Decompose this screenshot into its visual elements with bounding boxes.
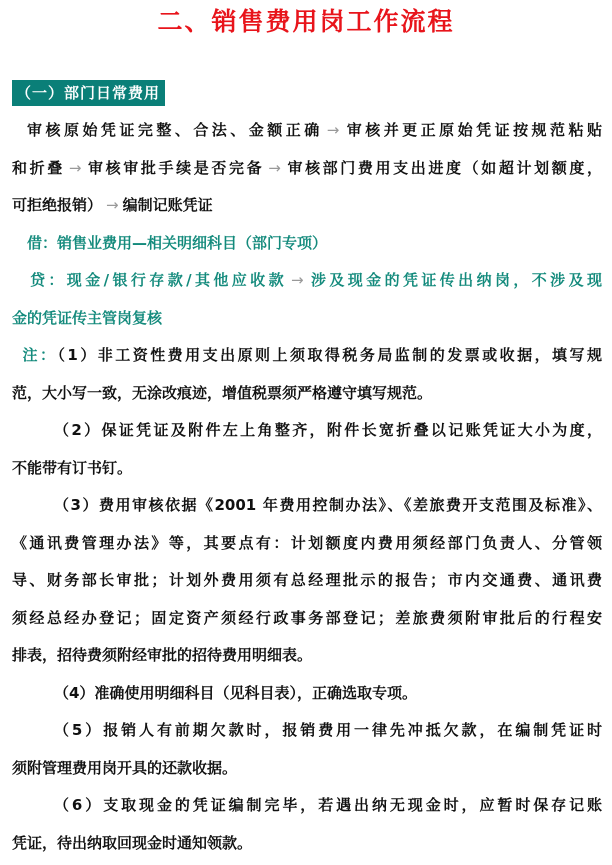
text-line: [12, 382, 602, 404]
text-segment: 须附管理费用岗开具的还款收据。: [12, 758, 238, 777]
text-segment: 审核并更正原始凭证按规范粘贴: [343, 121, 602, 139]
arrow-icon: →: [290, 271, 304, 289]
text-line: [30, 269, 602, 291]
text-segment: 凭证，待出纳取回现金时通知领款。: [12, 833, 253, 852]
text-segment: 导、财务部长审批；计划外费用须有总经理批示的报告；市内交通费、通讯费: [12, 571, 602, 589]
text-segment: 贷：现金/银行存款/其他应收款: [30, 271, 287, 289]
text-segment: 借：销售业费用—相关明细科目（部门专项）: [27, 233, 328, 252]
text-segment: 须经总经办登记；固定资产须经行政事务部登记；差旅费须附审批后的行程安: [12, 608, 602, 627]
text-segment: 范，大小写一致，无涂改痕迹，增值税票须严格遵守填写规范。: [12, 383, 433, 402]
arrow-icon: →: [68, 158, 82, 177]
arrow-icon: →: [326, 121, 340, 139]
arrow-icon: →: [106, 196, 119, 214]
text-line: [12, 569, 602, 591]
text-segment: 排表，招待费须附经审批的招待费用明细表。: [12, 646, 313, 664]
text-line: [54, 719, 602, 741]
text-line: [12, 757, 602, 779]
text-line: [12, 644, 602, 666]
section-heading: （一）部门日常费用: [12, 80, 165, 106]
text-segment: （6）支取现金的凭证编制完毕，若遇出纳无现金时，应暂时保存记账: [54, 796, 602, 814]
text-line: [12, 157, 602, 179]
text-segment: 审核部门费用支出进度（如超计划额度，: [284, 158, 602, 177]
text-segment: （5）报销人有前期欠款时，报销费用一律先冲抵欠款，在编制凭证时: [54, 721, 602, 739]
text-line: [12, 457, 602, 479]
text-segment: 编制记账凭证: [122, 196, 213, 214]
text-segment: （4）准确使用明细科目（见科目表），正确选取专项。: [54, 683, 417, 702]
text-line: [54, 682, 602, 704]
text-line: [12, 194, 602, 216]
text-line: [12, 607, 602, 629]
text-line: [12, 832, 602, 854]
text-line: [23, 344, 603, 366]
text-line: [27, 119, 602, 141]
text-segment: （2）保证凭证及附件左上角整齐，附件长宽折叠以记账凭证大小为度，: [54, 421, 602, 439]
text-segment: 《通讯费管理办法》等，其要点有：计划额度内费用须经部门负责人、分管领: [12, 533, 602, 552]
text-segment: （1）非工资性费用支出原则上须取得税务局监制的发票或收据，填写规: [57, 346, 602, 364]
page-title: 二、销售费用岗工作流程: [157, 7, 455, 36]
text-segment: 不能带有订书钉。: [12, 458, 133, 477]
arrow-icon: →: [268, 158, 281, 177]
text-line: [12, 532, 602, 554]
text-line: [54, 494, 602, 516]
text-segment: 可拒绝报销）: [12, 196, 103, 214]
text-line: [27, 232, 602, 254]
text-segment: 审核原始凭证完整、合法、金额正确: [27, 121, 323, 139]
text-line: [54, 419, 602, 441]
text-segment: 和折叠: [12, 158, 65, 177]
text-segment: 涉及现金的凭证传出纳岗，不涉及现: [307, 271, 602, 289]
text-segment: 金的凭证传主管岗复核: [12, 308, 163, 327]
text-line: [12, 307, 602, 329]
text-line: [54, 794, 602, 816]
text-segment: （3）费用审核依据《2001 年费用控制办法》、《差旅费开支范围及标准》、: [54, 496, 602, 514]
text-segment: 注：: [22, 346, 58, 364]
text-segment: 审核审批手续是否完备: [85, 158, 265, 177]
